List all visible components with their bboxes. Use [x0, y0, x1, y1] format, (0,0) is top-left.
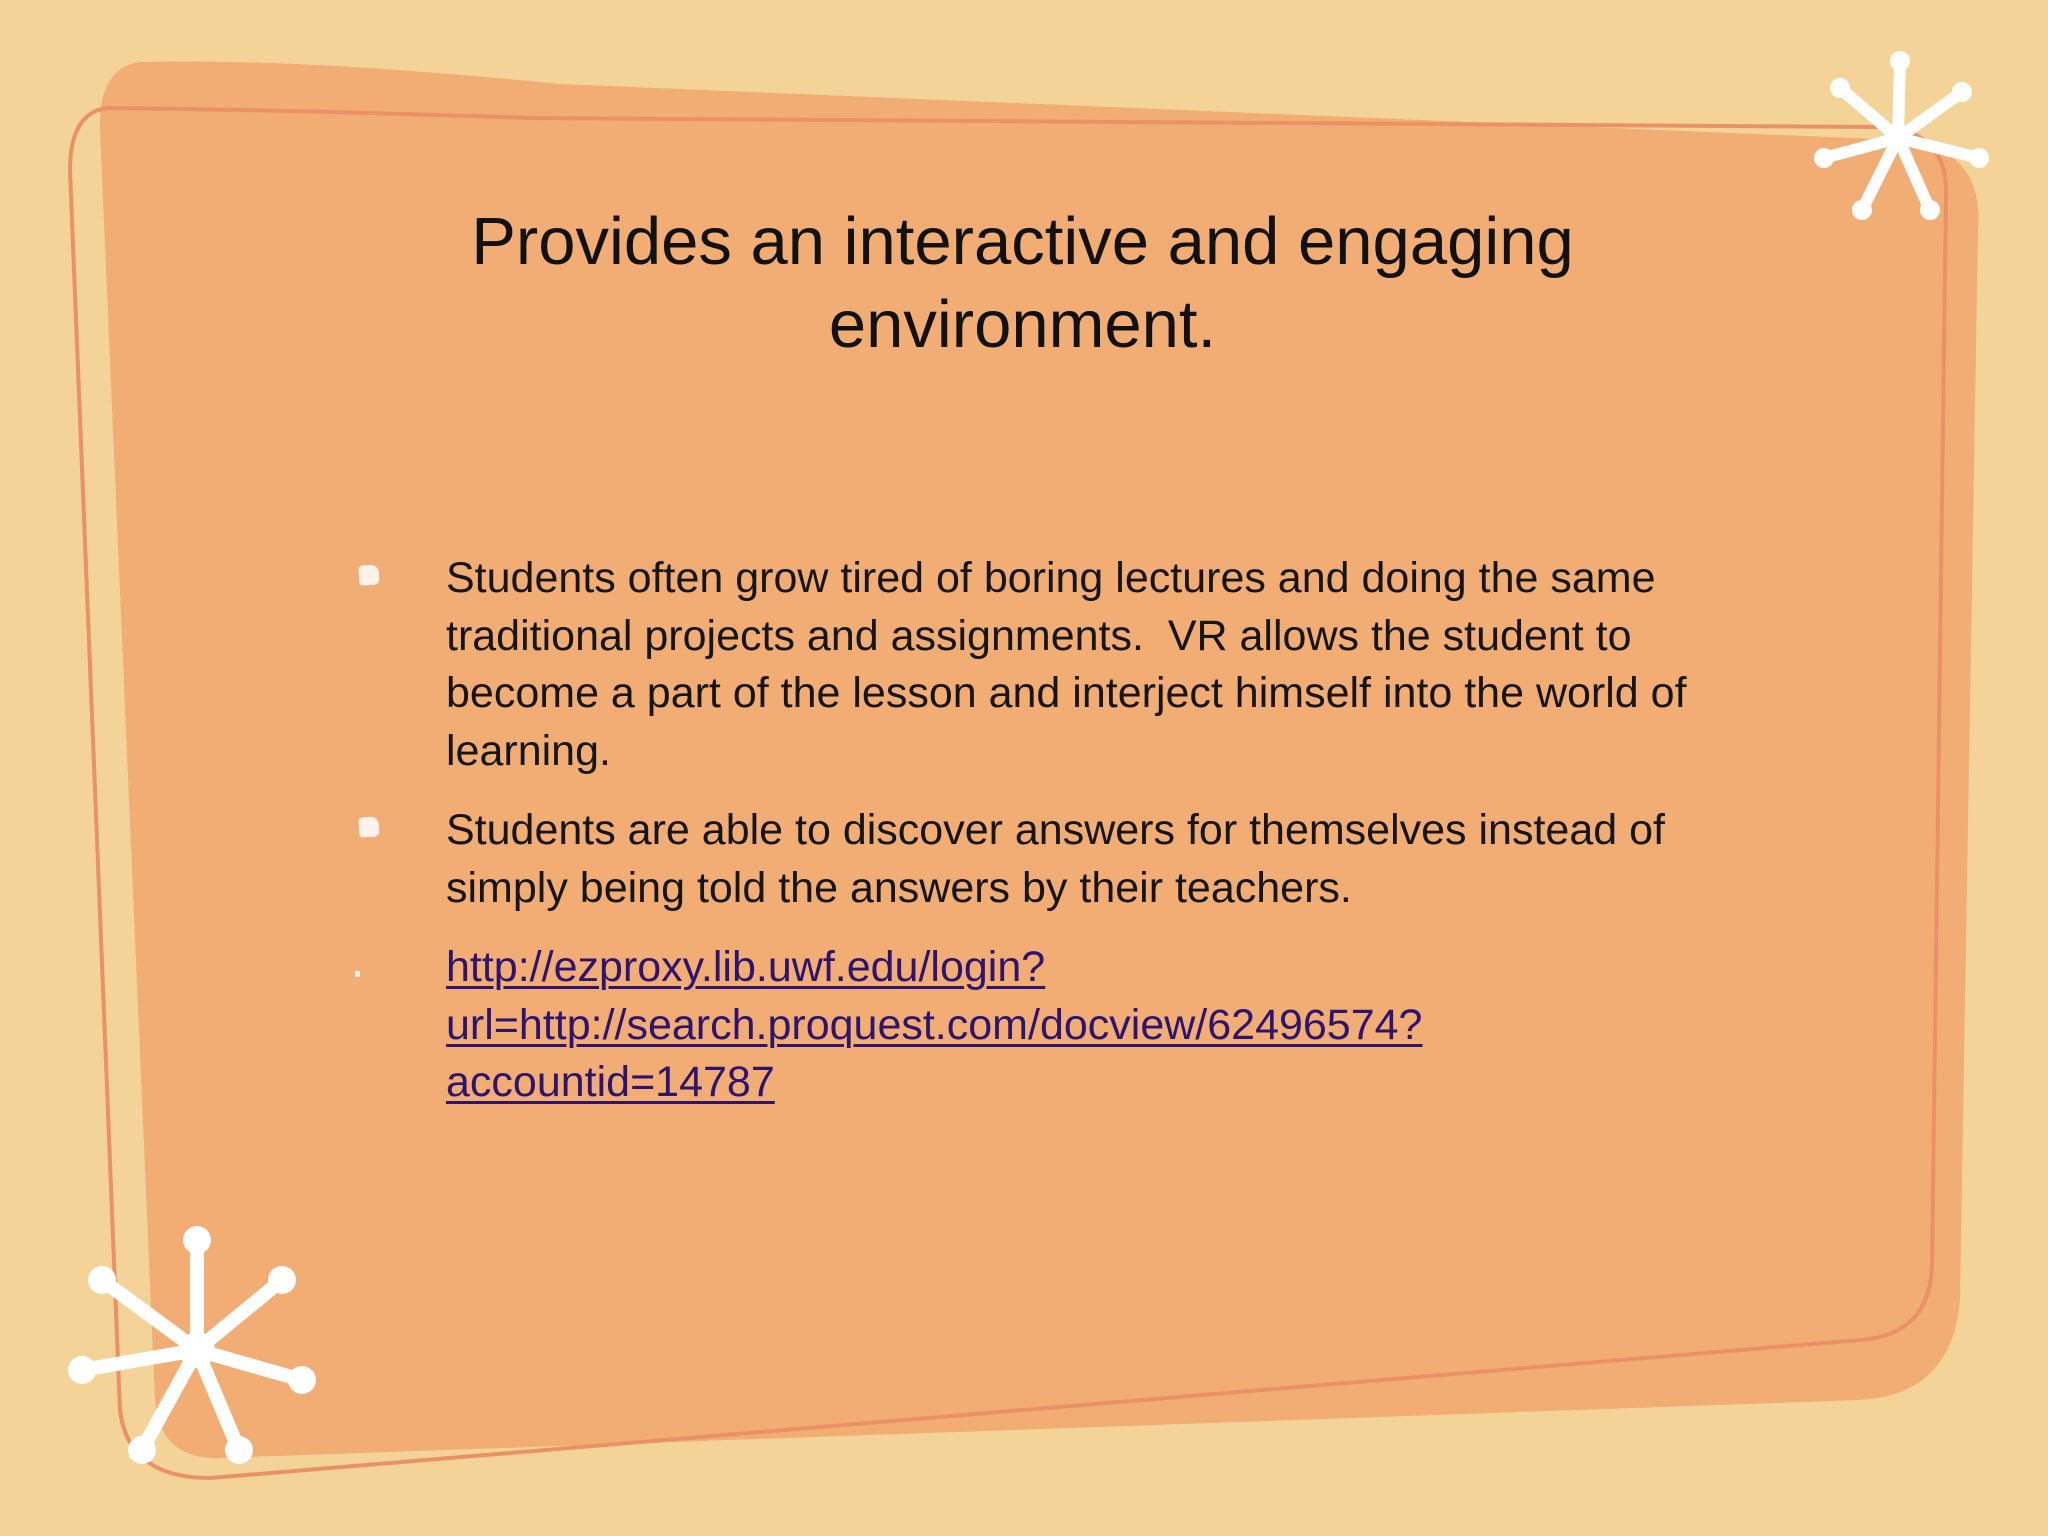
bullet-item: [350, 550, 1750, 780]
bullet-list: [350, 550, 1750, 1134]
slide-title: Provides an interactive and engaging environment.: [471, 204, 1574, 362]
source-link-part: url=http://search.proquest.com/docview/62496574?: [446, 1000, 1423, 1049]
bullet-item: [350, 939, 1750, 1112]
source-link-part: accountid=14787: [446, 1058, 775, 1106]
source-link[interactable]: [446, 943, 1422, 1106]
bullet-square-icon: [358, 816, 379, 837]
bullet-item: [350, 802, 1750, 917]
source-link-part: http://ezproxy.lib.uwf.edu/login?: [446, 943, 1046, 991]
bullet-square-icon: [358, 564, 379, 585]
bullet-text: Students are able to discover answers for themselves instead of simply being told the answers by their teachers.: [446, 806, 1665, 912]
bullet-text: Students often grow tired of boring lectures and doing the same traditional projects and assignments. VR allows the student to become a part of the lesson and interject himself into the world of learning.: [446, 554, 1687, 775]
bullet-dot-icon: [355, 971, 360, 977]
